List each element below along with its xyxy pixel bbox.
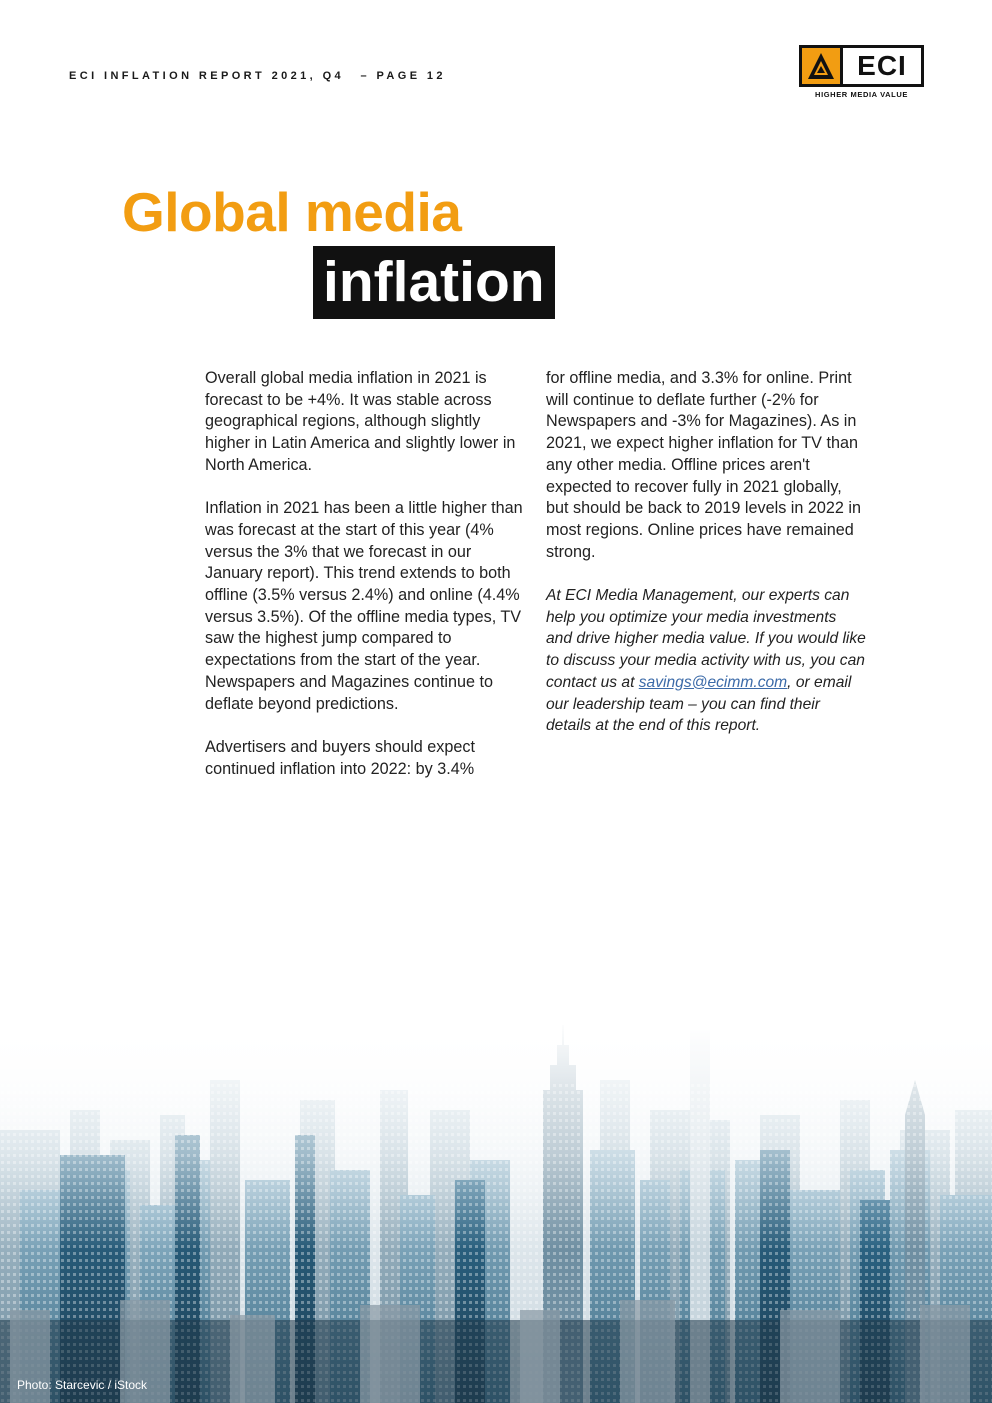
logo-tagline: HIGHER MEDIA VALUE xyxy=(815,90,908,99)
eci-logo xyxy=(799,45,924,99)
city-skyline-photo xyxy=(0,1020,992,1403)
logo-text: ECI xyxy=(843,48,921,84)
report-header xyxy=(69,70,446,82)
paragraph: Overall global media inflation in 2021 is forecast to be +4%. It was stable across geographical regions, although slightly higher in Latin America and slightly lower in North America. xyxy=(205,369,516,474)
logo-triangle-icon xyxy=(802,48,840,84)
body-column-right xyxy=(546,368,866,759)
page-title-line1: Global media xyxy=(122,181,462,243)
logo-box xyxy=(799,45,924,87)
contact-text: At ECI Media Management, our experts can help you optimize your media investments and drive higher media value. If you would like to discuss your media activity with us, you can contact us at xyxy=(546,587,866,691)
contact-text-end: , or email our leadership team – you can find their details at the end of this report. xyxy=(546,673,852,735)
email-link[interactable]: savings@ecimm.com xyxy=(638,673,788,691)
paragraph: Inflation in 2021 has been a little higher than was forecast at the start of this year (4% versus the 3% that we forecast in our January report). This trend extends to both offline (3.5% versus 2.4%) and online (4.4% versus 3.5%). Of the offline media types, TV saw the highest jump compared to expectations from the start of the year. Newspapers and Magazines continue to deflate beyond predictions. xyxy=(205,499,523,713)
paragraph: for offline media, and 3.3% for online. Print will continue to deflate further (-2% for Newspapers and -3% for Magazines). As in 2021, we expect higher inflation for TV than any other media. Offline prices aren't expected to recover fully in 2021 globally, but should be back to 2019 levels in 2022 in most regions. Online prices have remained strong. xyxy=(546,369,861,561)
paragraph: Advertisers and buyers should expect continued inflation into 2022: by 3.4% xyxy=(205,737,475,778)
contact-paragraph xyxy=(546,585,866,737)
photo-credit: Photo: Starcevic / iStock xyxy=(17,1378,148,1392)
page-title-line2: inflation xyxy=(313,246,555,319)
page-number: – PAGE 12 xyxy=(360,70,446,82)
body-column-left xyxy=(205,368,525,802)
report-title: ECI INFLATION REPORT 2021, Q4 xyxy=(69,70,345,82)
